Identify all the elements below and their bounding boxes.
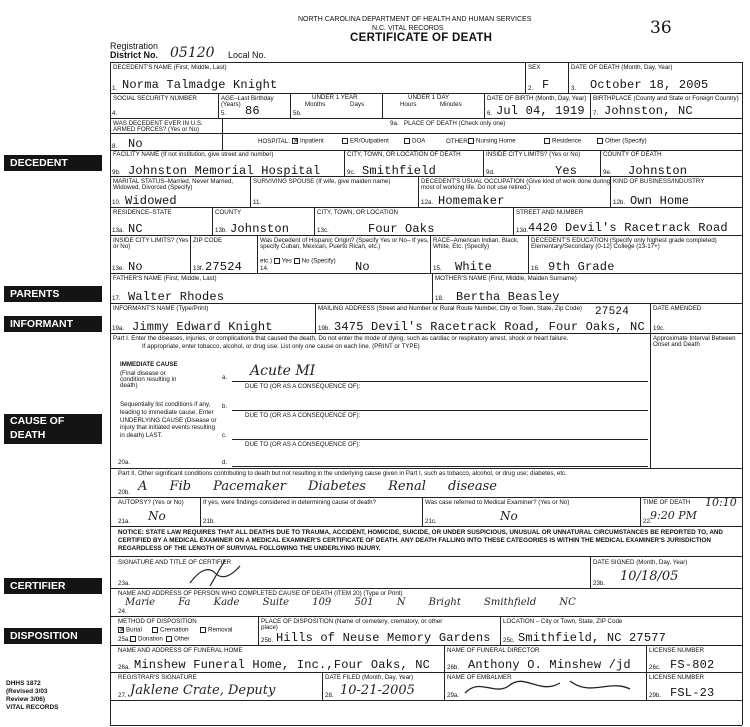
- divider: [610, 176, 611, 207]
- under-1-day-label: UNDER 1 DAY: [408, 94, 450, 101]
- local-label: Local No.: [228, 50, 267, 60]
- sequential-label: Sequentially list conditions if any, leading to immediate cause. Enter UNDERLYING CAUSE (Disease or injury that initiated events resulting in death) LAST.: [120, 401, 217, 439]
- divider: [500, 616, 501, 645]
- item-number: 25c.: [503, 637, 515, 644]
- rule: [110, 616, 742, 617]
- item-number: 16.: [531, 265, 540, 272]
- department-heading: NORTH CAROLINA DEPARTMENT OF HEALTH AND HUMAN SERVICES: [298, 16, 532, 23]
- registration-label: Registration: [110, 41, 159, 51]
- er-outpatient-checkbox[interactable]: [342, 138, 348, 144]
- marital-value: Widowed: [125, 194, 177, 208]
- dob-value: Jul 04, 1919: [496, 104, 585, 118]
- other-specify-label: Other (Specify): [605, 137, 647, 145]
- item-number: 19a.: [112, 325, 125, 332]
- ssn-label: SOCIAL SECURITY NUMBER: [113, 95, 197, 102]
- revised-note: (Revised 3/03: [6, 688, 48, 695]
- father-value: Walter Rhodes: [128, 290, 225, 304]
- hispanic-label: Was Decedent of Hispanic Origin? (Specify Yes or No– If yes, specify Cuban, Mexican, Puerto Rican, etc.): [260, 237, 429, 251]
- race-value: White: [455, 260, 493, 274]
- business-value: Own Home: [630, 194, 690, 208]
- place-disposition-label: PLACE OF DISPOSITION (Name of cemetery, crematory, or other place): [261, 618, 443, 632]
- item-number: 9b.: [112, 169, 121, 176]
- item-number: 13d.: [516, 227, 529, 234]
- item-number: 15.: [433, 265, 442, 272]
- rule: [110, 588, 742, 589]
- form-number: DHHS 1872: [6, 680, 41, 687]
- hispanic-value: No: [355, 260, 370, 274]
- time-of-death-value: 10:10: [705, 496, 737, 509]
- due-to-b: DUE TO (OR AS A CONSEQUENCE OF):: [245, 412, 361, 419]
- license-2-label: LICENSE NUMBER: [649, 674, 705, 681]
- item-number: 14.: [260, 265, 269, 272]
- divider: [525, 62, 526, 93]
- divider: [444, 672, 445, 700]
- item-number: 23a.: [118, 580, 131, 587]
- residence-checkbox[interactable]: [544, 138, 550, 144]
- page-number: 36: [650, 18, 672, 38]
- county-of-death-value: Johnston: [628, 164, 688, 178]
- divider: [444, 645, 445, 672]
- sex-value: F: [542, 78, 550, 92]
- hours-label: Hours: [400, 101, 417, 108]
- item-number: 9d.: [486, 169, 495, 176]
- item-number: 28.: [325, 692, 334, 699]
- other-disp-option[interactable]: [166, 636, 189, 643]
- city-label: CITY, TOWN, OR LOCATION: [317, 209, 399, 216]
- race-label: RACE–American Indian, Black, White, Etc. (Specify): [433, 237, 519, 251]
- divider: [568, 62, 569, 93]
- divider: [315, 303, 316, 333]
- item-number: 9a.: [390, 120, 399, 127]
- residence-label: Residence: [552, 137, 582, 145]
- date-signed-label: DATE SIGNED (Month, Day, Year): [593, 559, 688, 566]
- item-number: 13b.: [215, 227, 228, 234]
- occupation-label: DECEDENT'S USUAL OCCUPATION (Give kind of work done during most of working life. Do not use retired.): [421, 178, 611, 192]
- removal-checkbox[interactable]: [200, 627, 206, 633]
- date-filed-value: 10-21-2005: [340, 683, 415, 698]
- inside-city-2-value: No: [128, 260, 143, 274]
- item-number: 29a.: [447, 692, 460, 699]
- dob-label: DATE OF BIRTH (Month, Day, Year): [487, 95, 587, 102]
- education-label: DECEDENT'S EDUCATION (Specify only highest grade completed) Elementary/Secondary (0-12) College (13-17+): [531, 237, 717, 251]
- divider: [650, 303, 651, 333]
- divider: [322, 672, 323, 700]
- item-number: 8.: [112, 143, 118, 150]
- section-parents: PARENTS: [4, 286, 102, 302]
- immediate-cause-label: IMMEDIATE CAUSE: [120, 361, 178, 368]
- divider: [418, 176, 419, 207]
- zip-label: ZIP CODE: [193, 237, 223, 244]
- part2-value: A Fib Pacemaker Diabetes Renal disease: [138, 479, 497, 494]
- hisp-no-label: No (Specify): [301, 257, 336, 265]
- cause-line-c: [232, 439, 648, 440]
- divider: [483, 150, 484, 176]
- other-specify-checkbox[interactable]: [597, 138, 603, 144]
- hisp-no-checkbox[interactable]: [294, 258, 300, 264]
- item-number: 13f.: [193, 265, 204, 272]
- other-specify-option[interactable]: [597, 138, 647, 145]
- section-disposition: DISPOSITION: [4, 628, 102, 644]
- divider: [528, 235, 529, 273]
- divider: [646, 645, 647, 700]
- cremation-label: Cremation: [160, 626, 189, 634]
- divider: [600, 150, 601, 176]
- item-number: 29b.: [649, 692, 662, 699]
- line-b-marker: b.: [222, 403, 228, 410]
- inpatient-label: Inpatient: [300, 137, 324, 145]
- item-number: 19c.: [653, 325, 665, 332]
- line-d-marker: d.: [222, 459, 228, 466]
- hisp-yes-label: Yes: [281, 257, 292, 265]
- section-cause-of-death: CAUSE OF DEATH: [4, 414, 102, 444]
- part2-label: Part II. Other significant conditions contributing to death but not resulting in the underlying cause given in Part I, such as tobacco, alcohol, or drug use; diabetes, etc.: [118, 470, 567, 477]
- frame-right: [742, 62, 743, 725]
- county-label: COUNTY: [215, 209, 242, 216]
- burial-option[interactable]: [118, 627, 142, 634]
- item-number: 12a.: [421, 199, 434, 206]
- me-referred-value: No: [500, 509, 518, 523]
- hospital-label: HOSPITAL:: [258, 138, 290, 145]
- burial-label: Burial: [126, 626, 142, 634]
- certifier-signature: [185, 558, 255, 588]
- rule: [110, 62, 742, 63]
- frame-left: [110, 62, 111, 725]
- divider: [258, 616, 259, 645]
- education-value: 9th Grade: [548, 260, 615, 274]
- item-number: 21a.: [118, 518, 131, 525]
- under-1-year-label: UNDER 1 YEAR: [312, 94, 358, 101]
- license-label: LICENSE NUMBER: [649, 647, 705, 654]
- rule: [110, 725, 742, 726]
- item-number: 7.: [593, 110, 599, 117]
- location-label: LOCATION – City or Town, State, ZIP Code: [503, 618, 623, 625]
- doa-checkbox[interactable]: [404, 138, 410, 144]
- hisp-yes-option[interactable]: etc.) Yes No (Specify): [260, 257, 336, 265]
- donation-label: Donation: [138, 635, 163, 643]
- occupation-value: Homemaker: [438, 194, 505, 208]
- er-outpatient-label: ER/Outpatient: [350, 137, 389, 145]
- item-number: 21c.: [425, 518, 437, 525]
- date-of-death-label: DATE OF DEATH (Month, Day, Year): [571, 64, 673, 71]
- office-heading: N.C. VITAL RECORDS: [372, 25, 444, 32]
- inside-city-label: INSIDE CITY LIMITS? (Yes or No): [486, 151, 581, 158]
- city-value: Four Oaks: [368, 222, 435, 236]
- street-label: STREET AND NUMBER: [516, 209, 584, 216]
- section-decedent: DECEDENT: [4, 155, 102, 171]
- business-label: KIND OF BUSINESS/INDUSTRY: [613, 178, 705, 185]
- item-number: 2.: [528, 85, 534, 92]
- facility-label: FACILITY NAME (If not institution, give street and number): [113, 151, 274, 158]
- item-number: 3.: [571, 85, 577, 92]
- other-disp-label: Other: [174, 635, 190, 643]
- item-number: 26b.: [447, 664, 460, 671]
- item-number: 13e.: [112, 265, 125, 272]
- line-a-marker: a.: [222, 374, 228, 381]
- item-number: 23b.: [593, 580, 606, 587]
- item-number: 21b.: [203, 518, 216, 525]
- divider: [590, 93, 591, 118]
- mother-label: MOTHER'S NAME (First, Middle, Maiden Surname): [435, 275, 577, 282]
- nursing-home-option[interactable]: [468, 138, 516, 145]
- father-label: FATHER'S NAME (First, Middle, Last): [113, 275, 217, 282]
- item-number: 19b.: [318, 325, 331, 332]
- completed-by-value: Marie Fa Kade Suite 109 501 N Bright Smithfield NC: [125, 597, 576, 608]
- rule: [110, 526, 742, 527]
- review-note: Review 3/06): [6, 696, 46, 703]
- inside-city-2-label: INSIDE CITY LIMITS? (Yes or No): [113, 237, 189, 251]
- line-c-marker: c.: [222, 432, 227, 439]
- days-label: Days: [350, 101, 365, 108]
- divider: [382, 93, 383, 118]
- funeral-home-value: Minshew Funeral Home, Inc.,Four Oaks, NC: [134, 658, 431, 672]
- birthplace-value: Johnston, NC: [604, 104, 693, 118]
- place-disposition-value: Hills of Neuse Memory Gardens: [276, 631, 491, 645]
- rule: [110, 497, 742, 498]
- date-filed-label: DATE FILED (Month, Day, Year): [325, 674, 414, 681]
- cremation-checkbox[interactable]: [152, 627, 158, 633]
- item-number: 27.: [118, 692, 127, 699]
- minutes-label: Minutes: [440, 101, 462, 108]
- vital-records-note: VITAL RECORDS: [6, 704, 59, 711]
- item-number: 11.: [253, 199, 262, 206]
- divider: [430, 235, 431, 273]
- registrar-signature: Jaklene Crate, Deputy: [130, 683, 276, 698]
- informant-label: INFORMANT'S NAME (Type/Print): [113, 305, 209, 312]
- informant-value: Jimmy Edward Knight: [132, 320, 273, 334]
- county-of-death-label: COUNTY OF DEATH: [603, 151, 662, 158]
- section-informant: INFORMANT: [4, 316, 102, 332]
- district-label: District No.: [110, 50, 159, 60]
- license-2-value: FSL-23: [670, 686, 715, 700]
- age-value: 86: [245, 104, 260, 118]
- rule: [110, 118, 742, 119]
- part1-sub-label: If appropriate, enter tobacco, alcohol, or drug use. List only one cause on each line. (PRINT or TYPE): [142, 343, 420, 350]
- item-number: 20b.: [118, 489, 131, 496]
- embalmer-label: NAME OF EMBALMER: [447, 674, 512, 681]
- city-of-death-label: CITY, TOWN, OR LOCATION OF DEATH: [347, 151, 461, 158]
- time-of-death-value-2: 9:20 PM: [650, 509, 697, 522]
- doa-option[interactable]: [404, 138, 425, 145]
- facility-value: Johnston Memorial Hospital: [128, 164, 321, 178]
- location-value: Smithfield, NC 27577: [518, 631, 667, 645]
- license-value: FS-802: [670, 658, 715, 672]
- divider: [640, 497, 641, 526]
- rule: [110, 672, 742, 673]
- divider: [250, 176, 251, 207]
- me-referred-label: Was case referred to Medical Examiner? (Yes or No): [425, 499, 570, 506]
- rule: [110, 468, 742, 469]
- marital-label: MARITAL STATUS–Married, Never Married, Widowed, Divorced (Specify): [113, 178, 234, 192]
- cause-line-d: [232, 466, 648, 467]
- cremation-option[interactable]: [152, 627, 189, 634]
- divider: [650, 333, 651, 468]
- due-to-c: DUE TO (OR AS A CONSEQUENCE OF):: [245, 441, 361, 448]
- divider: [257, 235, 258, 273]
- item-number: 18.: [435, 295, 444, 302]
- interval-label: Approximate Interval Between Onset and Death: [653, 335, 736, 349]
- donation-checkbox[interactable]: [130, 636, 136, 642]
- item-number: 13a.: [112, 227, 125, 234]
- divider: [484, 93, 485, 118]
- mailing-label: MAILING ADDRESS (Street and Number or Rural Route Number, City or Town, State, Zip Code): [318, 305, 582, 312]
- item-number: 9c.: [347, 169, 356, 176]
- removal-option[interactable]: [200, 627, 232, 634]
- due-to-a: DUE TO (OR AS A CONSEQUENCE OF):: [245, 383, 361, 390]
- item-number: 24.: [118, 608, 127, 615]
- funeral-director-label: NAME OF FUNERAL DIRECTOR: [447, 647, 540, 654]
- burial-checkbox[interactable]: ✕: [119, 627, 125, 634]
- page-title: CERTIFICATE OF DEATH: [350, 32, 493, 44]
- immediate-cause-value: Acute MI: [250, 363, 316, 379]
- armed-forces-value: No: [128, 137, 143, 151]
- item-number: 25b.: [261, 637, 274, 644]
- divider: [422, 497, 423, 526]
- item-number: 26a.: [118, 664, 131, 671]
- signature-certifier-label: SIGNATURE AND TITLE OF CERTIFIER: [118, 559, 232, 566]
- date-amended-label: DATE AMENDED: [653, 305, 702, 312]
- item-number: 5b.: [293, 110, 302, 117]
- district-value: 05120: [170, 45, 215, 61]
- divider: [432, 273, 433, 303]
- divider: [212, 207, 213, 235]
- section-certifier: CERTIFIER: [4, 578, 102, 594]
- months-label: Months: [305, 101, 326, 108]
- divider: [344, 150, 345, 176]
- spouse-label: SURVIVING SPOUSE (If wife, give maiden name): [253, 178, 391, 185]
- mailing-value: 3475 Devil's Racetrack Road, Four Oaks, NC: [334, 320, 645, 334]
- autopsy-label: AUTOPSY? (Yes or No): [118, 499, 184, 506]
- item-number: 22.: [643, 518, 652, 525]
- divider: [222, 118, 223, 150]
- autopsy-value: No: [148, 509, 166, 523]
- age-label: AGE–Last Birthday (Years): [221, 95, 274, 109]
- funeral-home-label: NAME AND ADDRESS OF FUNERAL HOME: [118, 647, 243, 654]
- item-number: 13c.: [317, 227, 329, 234]
- place-of-death-label: PLACE OF DEATH (Check only one): [404, 120, 506, 127]
- divider: [290, 93, 291, 118]
- county-value: Johnston: [230, 222, 290, 236]
- inside-city-value: Yes: [555, 164, 578, 178]
- rule: [110, 556, 742, 557]
- divider: [590, 556, 591, 588]
- item-number: 12b.: [613, 199, 626, 206]
- inpatient-option[interactable]: [292, 138, 324, 145]
- donation-option[interactable]: [130, 636, 163, 643]
- cause-line-b: [232, 410, 648, 411]
- other-disp-checkbox[interactable]: [166, 636, 172, 642]
- funeral-director-value: Anthony O. Minshew /jd: [468, 658, 631, 672]
- divider: [218, 93, 219, 118]
- cause-line-a: [232, 381, 648, 382]
- rule: [110, 645, 742, 646]
- item-number: 10.: [112, 199, 121, 206]
- time-of-death-label: TIME OF DEATH: [643, 499, 691, 506]
- registrar-label: REGISTRAR'S SIGNATURE: [118, 674, 197, 681]
- who-completed-label: NAME AND ADDRESS OF PERSON WHO COMPLETED CAUSE OF DEATH (ITEM 20) (Type or Print): [118, 590, 403, 597]
- autopsy-findings-label: If yes, were findings considered in determining cause of death?: [203, 499, 377, 506]
- decedent-name: Norma Talmadge Knight: [122, 78, 278, 92]
- sex-label: SEX: [528, 64, 541, 71]
- notice-text: NOTICE: STATE LAW REQUIRES THAT ALL DEATHS DUE TO TRAUMA, ACCIDENT, HOMICIDE, SUICIDE, OR UNDER SUSPICIOUS, UNUSUAL OR UNNATURAL CIRCUMSTANCES BE REPORTED TO, AND CERTIFIED BY A MEDICAL EXAMINER ON A MEDICAL EXAMINER'S CERTIFICATE OF DEATH. ANY DEATH FALLING INTO THESE CATEGORIES IS WITHIN THE MEDICAL EXAMINER'S JURISDICTION REGARDLESS OF THE LENGTH OF SURVIVAL FOLLOWING THE UNDERLYING INJURY.: [118, 529, 723, 553]
- mailing-zip: 27524: [595, 306, 630, 318]
- inpatient-checkbox[interactable]: ✕: [293, 138, 299, 145]
- residence-state-label: RESIDENCE–STATE: [113, 209, 172, 216]
- name-label: DECEDENT'S NAME (First, Middle, Last): [113, 64, 227, 71]
- street-value: 4420 Devil's Racetrack Road: [528, 221, 728, 235]
- nursing-home-checkbox[interactable]: [468, 138, 474, 144]
- divider: [513, 207, 514, 235]
- mother-value: Bertha Beasley: [456, 290, 560, 304]
- other-label: OTHER:: [446, 138, 470, 145]
- item-number: 20a.: [118, 459, 131, 466]
- date-signed-value: 10/18/05: [620, 569, 679, 584]
- divider: [200, 497, 201, 526]
- item-number: 17.: [112, 295, 121, 302]
- item-number: 1.: [112, 85, 118, 92]
- item-number: 9e.: [603, 169, 612, 176]
- method-label: METHOD OF DISPOSITION: [118, 618, 197, 625]
- nursing-home-label: Nursing Home: [476, 137, 516, 145]
- rule: [110, 700, 742, 701]
- zip-value: 27524: [205, 260, 243, 274]
- item-number: 4.: [112, 110, 118, 117]
- item-number: 26c.: [649, 664, 661, 671]
- city-of-death-value: Smithfield: [362, 164, 437, 178]
- item-number: 25a.: [118, 636, 131, 643]
- embalmer-signature: [460, 675, 640, 700]
- part1-label: Part I. Enter the diseases, injuries, or complications that caused the death. Do not enter the mode of dying, such as cardiac or respiratory arrest, shock or heart failure.: [113, 335, 569, 342]
- residence-option[interactable]: [544, 138, 581, 145]
- item-number: 5.: [221, 110, 227, 117]
- hisp-yes-checkbox[interactable]: [274, 258, 280, 264]
- immediate-cause-sub: (Final disease or condition resulting in death): [120, 370, 177, 390]
- residence-state-value: NC: [128, 222, 143, 236]
- removal-label: Removal: [208, 626, 233, 634]
- divider: [314, 207, 315, 235]
- birthplace-label: BIRTHPLACE (County and State or Foreign Country): [593, 95, 739, 102]
- doa-label: DOA: [412, 137, 426, 145]
- item-number: 6.: [487, 110, 493, 117]
- er-outpatient-option[interactable]: [342, 138, 389, 145]
- date-of-death-value: October 18, 2005: [590, 78, 709, 92]
- divider: [190, 235, 191, 273]
- armed-forces-label: WAS DECEDENT EVER IN U.S. ARMED FORCES? (Yes or No): [113, 120, 203, 134]
